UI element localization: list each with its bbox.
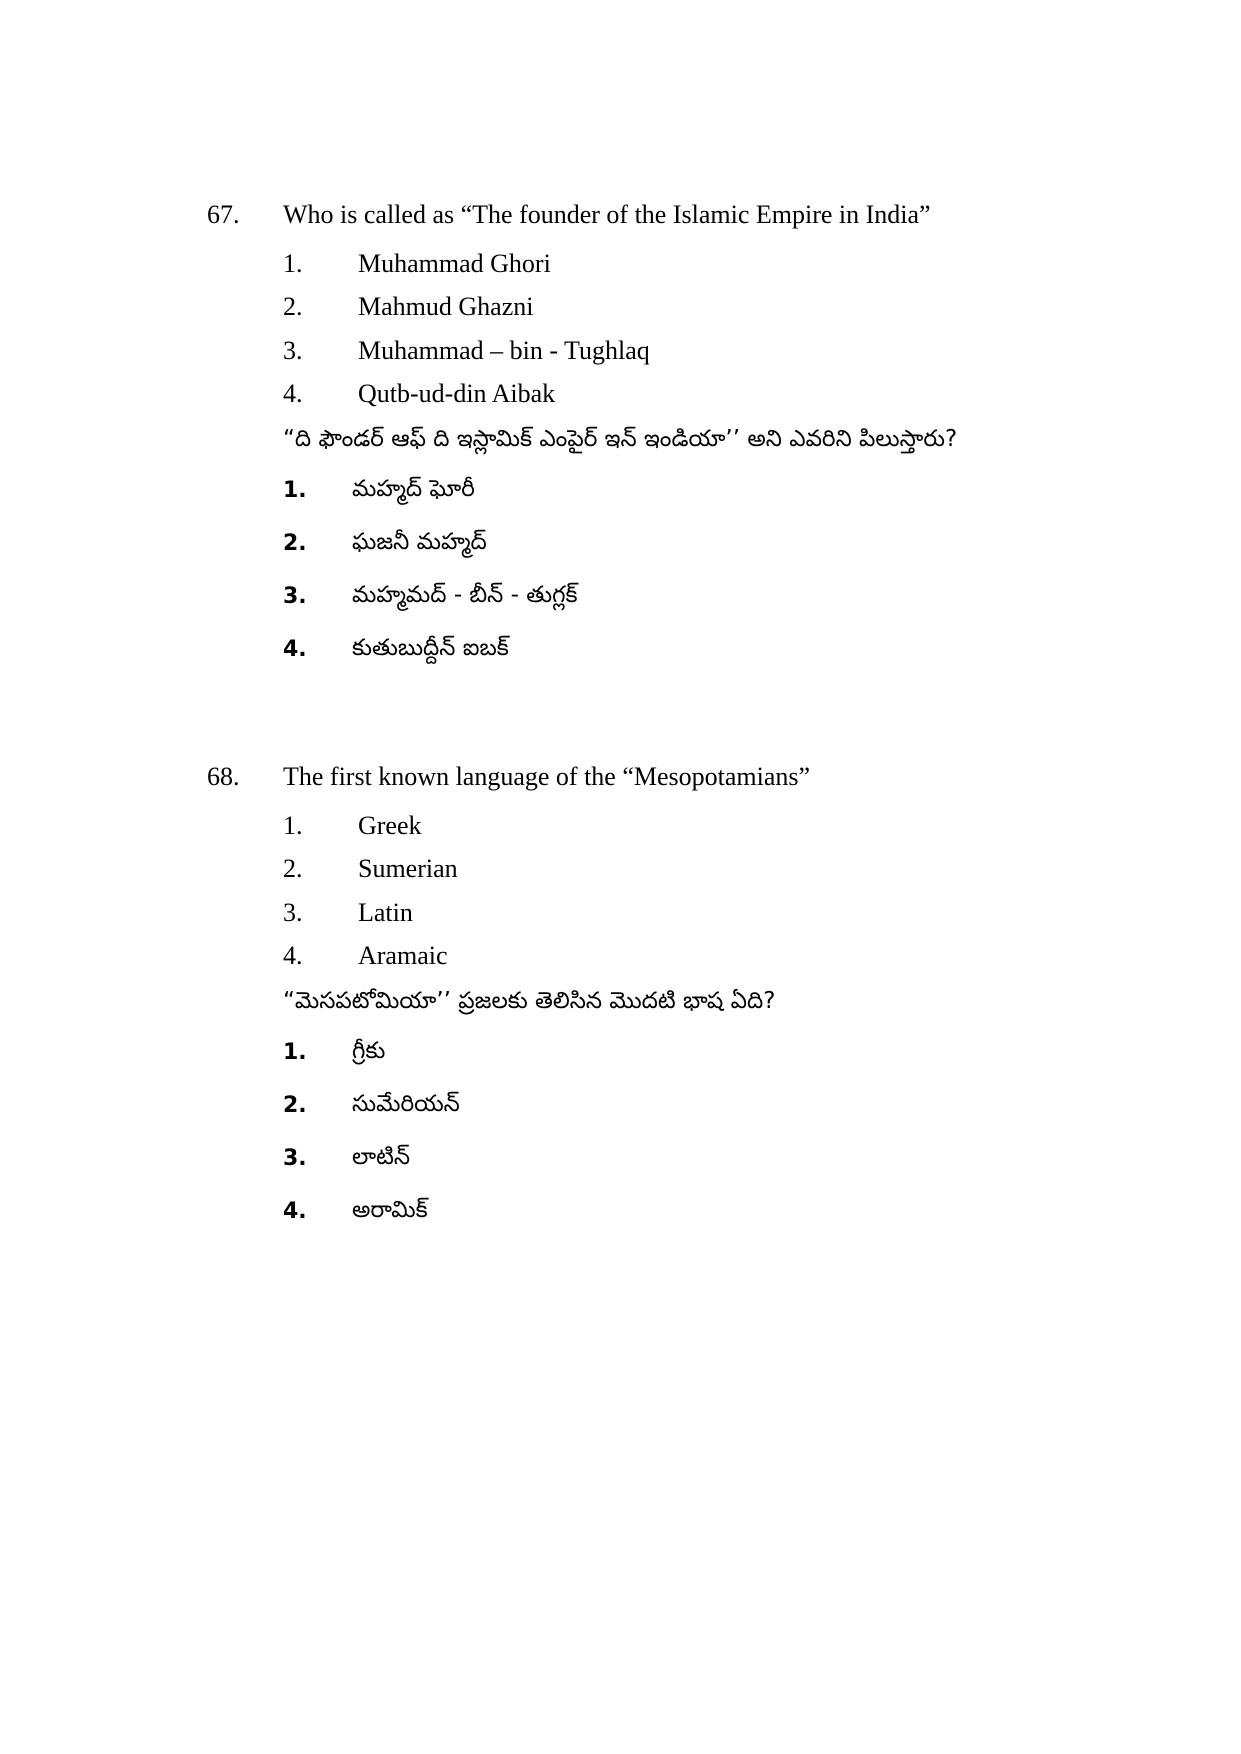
option-number: 2. xyxy=(283,292,303,321)
question-number: 67. xyxy=(207,200,240,229)
option-text: Greek xyxy=(358,811,422,840)
telugu-option-number: 4. xyxy=(283,1199,307,1224)
option-number: 4. xyxy=(283,379,303,408)
question-text-telugu: “మెసపటోమియా’’ ప్రజలకు తెలిసిన మొదటి భాష ఏది? xyxy=(283,988,776,1014)
option-text: Muhammad Ghori xyxy=(358,249,551,278)
telugu-option-number: 2. xyxy=(283,1093,307,1118)
telugu-option-text: కుతుబుద్దీన్ ఐబక్ xyxy=(352,635,509,661)
telugu-option-number: 2. xyxy=(283,531,307,556)
question-text-english: The first known language of the “Mesopotamians” xyxy=(283,762,811,791)
option-text: Latin xyxy=(358,898,413,927)
telugu-option-text: లాటిన్ xyxy=(352,1144,410,1170)
option-text: Qutb-ud-din Aibak xyxy=(358,379,556,408)
telugu-option-number: 1. xyxy=(283,478,307,503)
option-number: 3. xyxy=(283,336,303,365)
option-text: Aramaic xyxy=(358,941,448,970)
telugu-option-number: 3. xyxy=(283,1146,307,1171)
option-number: 4. xyxy=(283,941,303,970)
telugu-option-number: 3. xyxy=(283,584,307,609)
option-text: Sumerian xyxy=(358,854,458,883)
question-text-telugu: “ది ఫౌండర్ ఆఫ్ ది ఇస్లామిక్ ఎంపైర్ ఇన్ ఇండియా’’ అని ఎవరిని పిలుస్తారు? xyxy=(283,426,958,452)
option-number: 3. xyxy=(283,898,303,927)
telugu-option-text: అరామిక్ xyxy=(352,1197,428,1223)
option-text: Muhammad – bin - Tughlaq xyxy=(358,336,650,365)
telugu-option-number: 1. xyxy=(283,1040,307,1065)
question-number: 68. xyxy=(207,762,240,791)
telugu-option-text: సుమేరియన్ xyxy=(352,1091,460,1117)
telugu-option-text: మహ్మద్ ఘోరీ xyxy=(352,476,475,502)
telugu-option-text: గ్రీకు xyxy=(352,1038,386,1064)
option-number: 2. xyxy=(283,854,303,883)
telugu-option-text: మహ్మమద్ - బీన్ - తుగ్లక్ xyxy=(352,582,578,608)
telugu-option-text: ఘజనీ మహ్మద్ xyxy=(352,529,487,555)
option-text: Mahmud Ghazni xyxy=(358,292,534,321)
option-number: 1. xyxy=(283,811,303,840)
option-number: 1. xyxy=(283,249,303,278)
question-text-english: Who is called as “The founder of the Islamic Empire in India” xyxy=(283,200,931,229)
telugu-option-number: 4. xyxy=(283,637,307,662)
